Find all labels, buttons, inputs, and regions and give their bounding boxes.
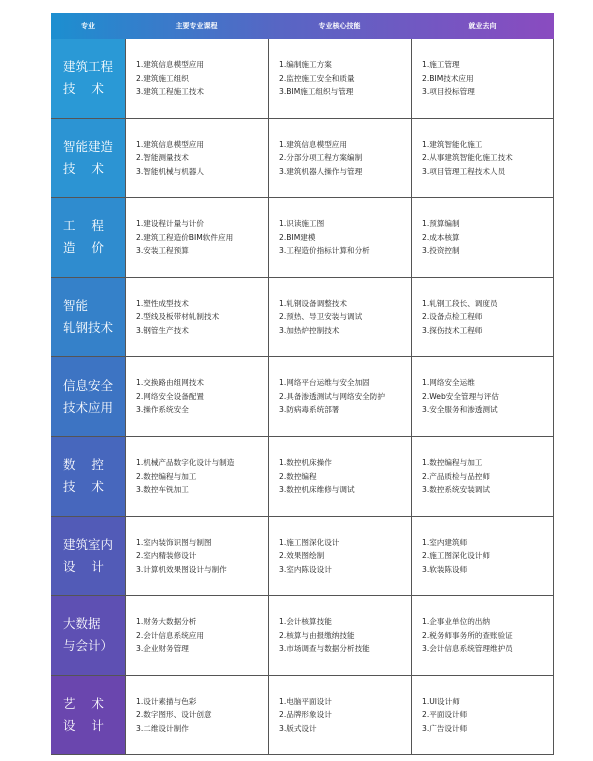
courses-item: 1.建设程计量与计价	[136, 219, 204, 229]
major-name-line: 智能建造	[63, 138, 114, 154]
table-row	[51, 39, 554, 119]
skills-cell	[268, 198, 411, 277]
courses-item: 3.建筑工程施工技术	[136, 87, 204, 97]
skills-item: 2.数控编程	[279, 471, 317, 481]
courses-item: 1.建筑信息模型应用	[136, 139, 204, 149]
careers-item: 3.项目管理工程技术人员	[422, 166, 506, 176]
skills-item: 1.建筑信息模型应用	[279, 139, 347, 149]
careers-item: 3.安全服务和渗透测试	[422, 405, 498, 415]
major-name-line: 艺 术	[63, 696, 104, 712]
careers-item: 2.施工图深化设计师	[422, 551, 490, 561]
careers-item: 2.平面设计师	[422, 710, 468, 720]
courses-item: 3.二维设计制作	[136, 723, 189, 733]
major-name-line: 技 术	[63, 479, 104, 495]
careers-item: 1.数控编程与加工	[422, 458, 483, 468]
table-header	[51, 13, 554, 39]
careers-item: 1.UI设计师	[422, 696, 460, 706]
careers-item: 1.网络安全运维	[422, 378, 475, 388]
major-name-line: 技 术	[63, 81, 104, 97]
skills-item: 2.BIM建模	[279, 232, 316, 242]
table-row	[51, 357, 554, 437]
skills-item: 1.电脑平面设计	[279, 696, 332, 706]
careers-cell	[411, 676, 554, 755]
courses-item: 2.建筑工程造价BIM软件应用	[136, 232, 234, 242]
skills-cell	[268, 39, 411, 118]
major-name-cell	[51, 517, 125, 596]
skills-item: 3.数控机床维修与调试	[279, 485, 355, 495]
header-skills: 专业核心技能	[318, 22, 361, 30]
skills-cell	[268, 357, 411, 436]
major-name-cell	[51, 596, 125, 675]
skills-item: 3.防病毒系统部署	[279, 405, 340, 415]
courses-item: 1.塑性成型技术	[136, 298, 189, 308]
courses-cell	[125, 357, 268, 436]
skills-item: 3.室内陈设设计	[279, 564, 332, 574]
careers-cell	[411, 596, 554, 675]
table-body	[51, 39, 554, 755]
careers-item: 3.探伤技术工程师	[422, 325, 483, 335]
careers-cell	[411, 437, 554, 516]
major-name-cell	[51, 357, 125, 436]
skills-cell	[268, 676, 411, 755]
courses-item: 2.型线及板带材轧制技术	[136, 312, 220, 322]
courses-item: 3.安装工程预算	[136, 246, 189, 256]
skills-item: 1.编制施工方案	[279, 60, 332, 70]
skills-item: 1.识读施工图	[279, 219, 325, 229]
careers-cell	[411, 198, 554, 277]
header-major: 专业	[81, 22, 95, 30]
courses-item: 2.网络安全设备配置	[136, 391, 204, 401]
skills-item: 3.工程造价指标计算和分析	[279, 246, 370, 256]
courses-cell	[125, 596, 268, 675]
skills-item: 1.会计核算技能	[279, 617, 332, 627]
courses-cell	[125, 437, 268, 516]
skills-item: 2.品牌形象设计	[279, 710, 332, 720]
careers-item: 2.设备点检工程师	[422, 312, 483, 322]
careers-item: 3.广告设计师	[422, 723, 468, 733]
courses-cell	[125, 676, 268, 755]
courses-item: 2.室内精装修设计	[136, 551, 197, 561]
skills-cell	[268, 437, 411, 516]
careers-cell	[411, 119, 554, 198]
courses-item: 1.室内装饰识图与制图	[136, 537, 212, 547]
careers-item: 2.BIM技术应用	[422, 73, 474, 83]
courses-item: 2.建筑施工组织	[136, 73, 189, 83]
major-name-line: 轧钢技术	[63, 320, 114, 336]
careers-item: 2.税务师事务所的查账验证	[422, 630, 513, 640]
table-row	[51, 676, 554, 756]
careers-item: 3.软装陈设师	[422, 564, 468, 574]
table-row	[51, 119, 554, 199]
careers-item: 1.施工管理	[422, 60, 460, 70]
careers-cell	[411, 357, 554, 436]
skills-item: 2.具备渗透测试与网络安全防护	[279, 391, 385, 401]
courses-cell	[125, 517, 268, 596]
courses-item: 3.钢管生产技术	[136, 325, 189, 335]
skills-item: 1.网络平台运维与安全加固	[279, 378, 370, 388]
careers-item: 3.项目投标管理	[422, 87, 475, 97]
major-name-cell	[51, 278, 125, 357]
careers-cell	[411, 278, 554, 357]
table-row	[51, 437, 554, 517]
major-name-line: 信息安全	[63, 377, 114, 393]
major-name-line: 建筑工程	[63, 59, 114, 75]
skills-item: 3.加热炉控制技术	[279, 325, 340, 335]
courses-item: 3.计算机效果图设计与制作	[136, 564, 227, 574]
major-name-line: 与会计）	[63, 638, 114, 654]
courses-item: 2.智能测量技术	[136, 153, 189, 163]
major-name-line: 造 价	[63, 240, 104, 256]
skills-cell	[268, 596, 411, 675]
careers-item: 3.投资控制	[422, 246, 460, 256]
table-row	[51, 278, 554, 358]
courses-item: 2.会计信息系统应用	[136, 630, 204, 640]
major-name-line: 设 计	[63, 718, 104, 734]
skills-item: 1.施工图深化设计	[279, 537, 340, 547]
courses-item: 3.操作系统安全	[136, 405, 189, 415]
skills-item: 2.核算与由报缴纳技能	[279, 630, 355, 640]
courses-item: 3.数控车铣加工	[136, 485, 189, 495]
skills-item: 1.数控机床操作	[279, 458, 332, 468]
skills-cell	[268, 119, 411, 198]
careers-item: 1.预算编制	[422, 219, 460, 229]
careers-item: 2.产品质检与品控师	[422, 471, 490, 481]
courses-cell	[125, 39, 268, 118]
major-name-line: 技 术	[63, 160, 104, 176]
skills-item: 3.市场调查与数据分析技能	[279, 644, 370, 654]
courses-item: 1.财务大数据分析	[136, 617, 197, 627]
careers-item: 1.建筑智能化施工	[422, 139, 483, 149]
header-courses: 主要专业课程	[175, 22, 218, 30]
courses-cell	[125, 198, 268, 277]
major-name-line: 数 控	[63, 457, 104, 473]
courses-item: 2.数控编程与加工	[136, 471, 197, 481]
skills-item: 2.分部分项工程方案编制	[279, 153, 363, 163]
courses-item: 1.设计素描与色彩	[136, 696, 197, 706]
major-name-line: 技术应用	[63, 399, 114, 415]
skills-item: 3.BIM施工组织与管理	[279, 87, 354, 97]
major-name-cell	[51, 676, 125, 755]
skills-item: 2.预热、导卫安装与调试	[279, 312, 363, 322]
header-careers: 就业去向	[468, 22, 497, 30]
careers-cell	[411, 517, 554, 596]
table-row	[51, 596, 554, 676]
skills-cell	[268, 517, 411, 596]
courses-item: 3.智能机械与机器人	[136, 166, 204, 176]
skills-item: 1.轧钢设备调整技术	[279, 298, 347, 308]
careers-item: 1.企事业单位的出纳	[422, 617, 490, 627]
major-name-cell	[51, 39, 125, 118]
major-name-cell	[51, 437, 125, 516]
careers-item: 1.室内建筑师	[422, 537, 468, 547]
major-name-line: 智能	[63, 298, 89, 314]
major-table	[51, 13, 554, 755]
table-row	[51, 517, 554, 597]
major-name-cell	[51, 198, 125, 277]
skills-item: 2.监控施工安全和质量	[279, 73, 355, 83]
table-row	[51, 198, 554, 278]
careers-item: 2.Web安全管理与评估	[422, 391, 499, 401]
careers-item: 3.会计信息系统管理维护员	[422, 644, 513, 654]
courses-cell	[125, 119, 268, 198]
skills-item: 3.建筑机器人操作与管理	[279, 166, 363, 176]
careers-item: 1.轧钢工段长、调度员	[422, 298, 498, 308]
courses-item: 1.交换路由组网技术	[136, 378, 204, 388]
major-name-line: 大数据	[63, 616, 101, 632]
major-name-cell	[51, 119, 125, 198]
courses-item: 1.建筑信息模型应用	[136, 60, 204, 70]
major-name-line: 建筑室内	[63, 536, 114, 552]
careers-item: 3.数控系统安装调试	[422, 485, 490, 495]
careers-cell	[411, 39, 554, 118]
major-name-line: 工 程	[63, 218, 104, 234]
skills-item: 2.效果图绘制	[279, 551, 325, 561]
skills-item: 3.版式设计	[279, 723, 317, 733]
skills-cell	[268, 278, 411, 357]
courses-item: 3.企业财务管理	[136, 644, 189, 654]
major-name-line: 设 计	[63, 558, 104, 574]
courses-item: 2.数字图形、设计创意	[136, 710, 212, 720]
careers-item: 2.成本核算	[422, 232, 460, 242]
careers-item: 2.从事建筑智能化施工技术	[422, 153, 513, 163]
courses-cell	[125, 278, 268, 357]
courses-item: 1.机械产品数字化设计与制造	[136, 458, 235, 468]
